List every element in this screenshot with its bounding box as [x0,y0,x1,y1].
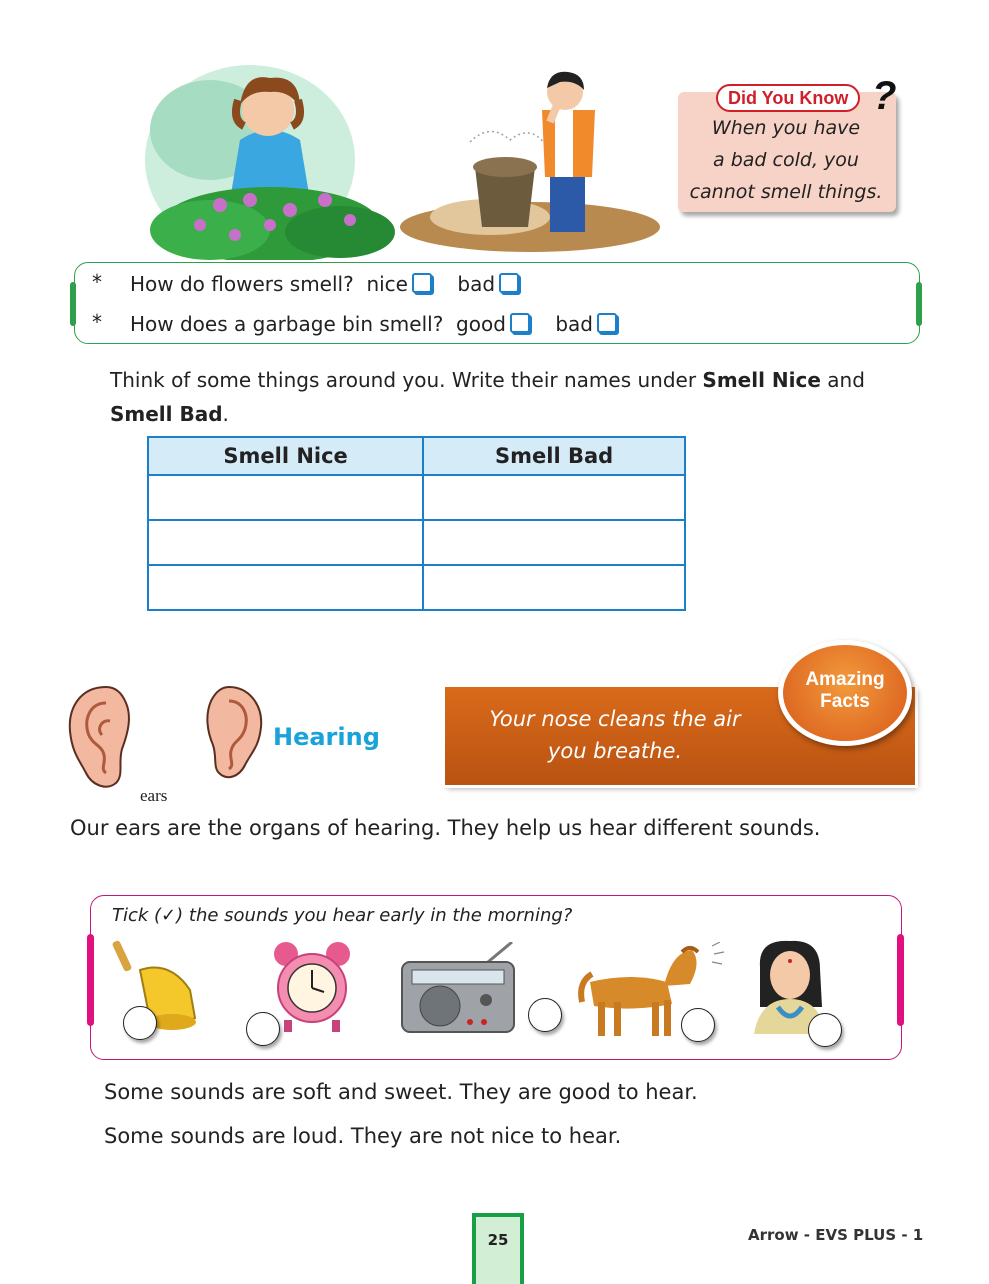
question-garbage-text: How does a garbage bin smell? good bad [130,312,617,336]
nice-checkbox[interactable] [412,273,432,293]
ear-illustration-left [66,683,132,793]
right-magenta-bar [897,934,904,1026]
table-cell[interactable] [423,565,685,610]
question-flowers: * [92,270,102,294]
tick-prompt: Tick (✓) the sounds you hear early in the morning? [112,905,573,926]
bad-checkbox-2[interactable] [597,313,617,333]
table-row [148,475,685,520]
bad-checkbox[interactable] [499,273,519,293]
question-garbage: * [92,310,102,334]
amazing-facts-text: Your nose cleans the air you breathe. [489,707,741,763]
instruction-text: Think of some things around you. Write their names under Smell Nice and Smell Bad. [110,368,865,426]
girl-smelling-flowers-illustration [140,60,400,260]
right-green-bar [916,282,922,326]
left-magenta-bar [87,934,94,1026]
left-green-bar [70,282,76,326]
table-cell[interactable] [148,565,423,610]
table-cell[interactable] [148,475,423,520]
boy-near-garbage-bin-illustration [400,62,665,252]
radio-icon [400,942,518,1034]
question-mark-icon: ? [872,74,897,118]
did-you-know-text: When you have a bad cold, you cannot smell things. [689,117,883,203]
table-cell[interactable] [423,520,685,565]
ear-illustration-right [205,683,267,783]
loud-sounds-text: Some sounds are loud. They are not nice to hear. [104,1124,622,1148]
amazing-facts-badge: Amazing Facts [778,640,912,746]
bell-tick-circle[interactable] [123,1006,157,1040]
hearing-heading: Hearing [273,723,380,751]
alarm-clock-icon [272,940,354,1035]
ears-paragraph: Our ears are the organs of hearing. They help us hear different sounds. [70,816,821,840]
table-row [148,565,685,610]
page-number: 25 [472,1213,524,1284]
radio-tick-circle[interactable] [528,998,562,1032]
book-title-footer: Arrow - EVS PLUS - 1 [748,1226,924,1244]
ears-caption: ears [140,786,168,805]
did-you-know-title: Did You Know [716,84,860,112]
soft-sounds-text: Some sounds are soft and sweet. They are good to hear. [104,1080,698,1104]
table-row [148,520,685,565]
dog-tick-circle[interactable] [681,1008,715,1042]
clock-tick-circle[interactable] [246,1012,280,1046]
table-cell[interactable] [148,520,423,565]
header-smell-nice: Smell Nice [148,437,423,475]
header-smell-bad: Smell Bad [423,437,685,475]
smell-table [147,436,686,611]
woman-tick-circle[interactable] [808,1013,842,1047]
question-flowers-text: How do flowers smell? nice bad [130,272,519,296]
table-cell[interactable] [423,475,685,520]
good-checkbox[interactable] [510,313,530,333]
